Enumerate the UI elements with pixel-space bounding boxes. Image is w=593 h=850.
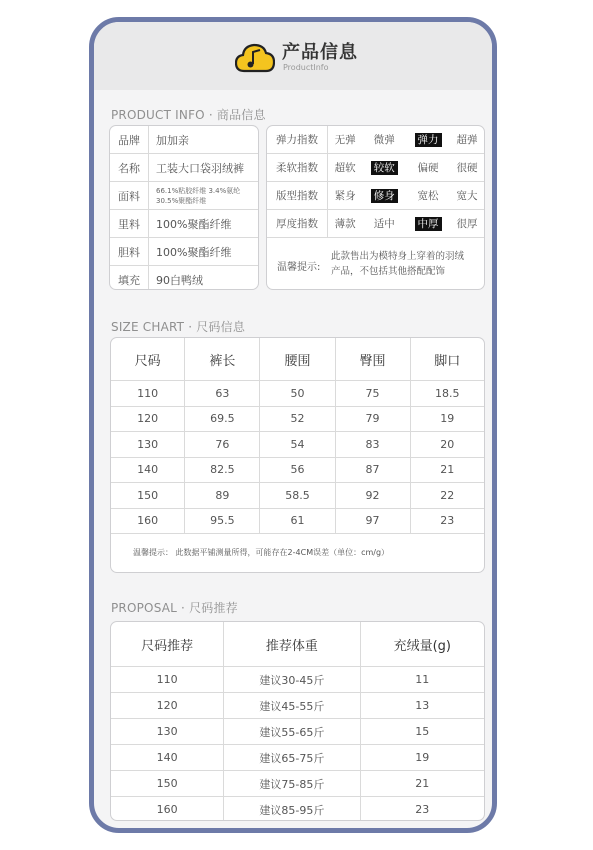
table-cell: 83 [335, 432, 410, 458]
info-key: 里料 [110, 210, 149, 238]
column-header: 臀围 [335, 338, 410, 381]
table-cell: 建议55-65斤 [224, 719, 360, 745]
column-header: 尺码 [111, 338, 185, 381]
table-cell: 110 [111, 381, 185, 407]
table-cell: 15 [360, 719, 484, 745]
info-row [110, 126, 258, 154]
index-option [450, 154, 484, 182]
table-cell: 92 [335, 483, 410, 509]
index-option [328, 210, 363, 238]
table-cell: 95.5 [185, 508, 260, 534]
info-row [110, 210, 258, 238]
index-option [450, 182, 484, 210]
table-cell: 建议65-75斤 [224, 745, 360, 771]
info-value: 66.1%粘胶纤维 3.4%氨纶 30.5%聚酯纤维 [149, 182, 259, 210]
table-cell: 建议45-55斤 [224, 693, 360, 719]
index-option-label: 很硬 [456, 162, 478, 174]
index-option [406, 210, 450, 238]
table-cell: 160 [111, 797, 224, 822]
index-option-label: 薄款 [334, 218, 356, 230]
table-cell: 150 [111, 483, 185, 509]
tip-label: 温馨提示: [277, 262, 321, 273]
column-header: 裤长 [185, 338, 260, 381]
info-value: 90白鸭绒 [156, 273, 203, 287]
table-row [111, 406, 484, 432]
table-cell: 23 [415, 803, 430, 816]
table-cell: 23 [410, 508, 484, 534]
info-key: 名称 [110, 154, 149, 182]
table-cell: 82.5 [185, 457, 260, 483]
table-cell: 97 [335, 508, 410, 534]
info-row [110, 238, 258, 266]
table-cell: 18.5 [410, 381, 484, 407]
table-cell: 120 [111, 693, 224, 719]
index-option [328, 182, 363, 210]
table-cell: 建议30-45斤 [224, 667, 360, 693]
column-header: 腰围 [260, 338, 335, 381]
table-cell: 110 [111, 667, 224, 693]
info-value: 工装大口袋羽绒裤 [149, 154, 259, 182]
index-key: 版型指数 [267, 182, 328, 210]
info-row [110, 154, 258, 182]
table-cell: 22 [410, 483, 484, 509]
table-cell: 160 [111, 508, 185, 534]
index-table [266, 125, 485, 290]
index-option-label: 超软 [334, 162, 356, 174]
index-option-label: 宽大 [456, 190, 478, 202]
table-cell: 150 [111, 771, 224, 797]
table-cell: 56 [260, 457, 335, 483]
table-row [111, 771, 484, 797]
tip-text: 此款售出为模特身上穿着的羽绒产品，不包括其他搭配配饰 [331, 251, 465, 277]
section-title-size-chart: SIZE CHART · 尺码信息 [111, 320, 246, 334]
size-chart-table [110, 337, 485, 573]
table-cell: 63 [185, 381, 260, 407]
index-option [328, 154, 363, 182]
table-row [111, 745, 484, 771]
index-option-selected: 较软 [371, 161, 398, 175]
section-title-proposal: PROPOSAL · 尺码推荐 [111, 601, 238, 615]
info-key: 面料 [110, 182, 149, 210]
table-cell: 54 [260, 432, 335, 458]
index-key: 厚度指数 [267, 210, 328, 238]
page-title: 产品信息 [282, 42, 358, 63]
info-key: 品牌 [110, 126, 149, 154]
table-cell: 19 [410, 406, 484, 432]
proposal-table [110, 621, 485, 821]
product-card [89, 17, 497, 833]
index-option-label: 很厚 [456, 218, 478, 230]
index-option [362, 210, 406, 238]
index-row [267, 126, 484, 154]
table-cell: 20 [410, 432, 484, 458]
card-header [94, 22, 492, 90]
index-option-label: 适中 [373, 218, 395, 230]
table-cell: 50 [260, 381, 335, 407]
table-row [111, 483, 484, 509]
index-option-label: 无弹 [334, 134, 356, 146]
info-key: 填充 [110, 266, 149, 291]
table-row [111, 381, 484, 407]
index-row [267, 182, 484, 210]
index-option [450, 126, 484, 154]
table-cell: 21 [410, 457, 484, 483]
info-value: 加加亲 [149, 126, 259, 154]
table-cell: 11 [360, 667, 484, 693]
info-value: 100%聚酯纤维 [149, 238, 259, 266]
index-option-label: 微弹 [373, 134, 395, 146]
table-cell: 87 [335, 457, 410, 483]
index-option [406, 182, 450, 210]
table-cell: 130 [111, 432, 185, 458]
table-cell: 69.5 [185, 406, 260, 432]
info-row [110, 182, 258, 210]
index-option-selected: 弹力 [415, 133, 442, 147]
table-cell: 61 [260, 508, 335, 534]
index-key: 弹力指数 [267, 126, 328, 154]
table-cell: 13 [360, 693, 484, 719]
index-row [267, 154, 484, 182]
index-row [267, 210, 484, 238]
index-option [328, 126, 363, 154]
index-option [362, 126, 406, 154]
table-cell: 79 [335, 406, 410, 432]
column-header: 尺码推荐 [111, 622, 224, 667]
table-cell: 21 [360, 771, 484, 797]
index-option-label: 紧身 [334, 190, 356, 202]
index-option-label: 宽松 [417, 190, 439, 202]
cloud-music-note-icon [235, 41, 275, 75]
table-cell: 120 [111, 406, 185, 432]
column-header: 推荐体重 [224, 622, 360, 667]
table-cell: 76 [185, 432, 260, 458]
table-row [111, 432, 484, 458]
table-cell: 建议85-95斤 [224, 797, 360, 822]
table-row [111, 719, 484, 745]
index-option-label: 偏硬 [417, 162, 439, 174]
index-option [406, 154, 450, 182]
index-option [450, 210, 484, 238]
table-cell: 58.5 [260, 483, 335, 509]
table-row [111, 508, 484, 534]
table-row [111, 693, 484, 719]
column-header: 脚口 [410, 338, 484, 381]
index-option [406, 126, 450, 154]
index-option-selected: 中厚 [415, 217, 442, 231]
table-cell: 75 [335, 381, 410, 407]
table-cell: 52 [260, 406, 335, 432]
table-cell: 89 [185, 483, 260, 509]
table-row [111, 457, 484, 483]
column-header: 充绒量(g) [360, 622, 484, 667]
size-chart-note: 温馨提示： 此数据平铺测量所得，可能存在2-4CM误差（单位：cm/g） [133, 547, 390, 557]
index-option [362, 154, 406, 182]
index-option [362, 182, 406, 210]
info-value: 100%聚酯纤维 [149, 210, 259, 238]
table-row [111, 797, 484, 822]
page-subtitle: ProductInfo [283, 63, 329, 72]
index-key: 柔软指数 [267, 154, 328, 182]
table-cell: 130 [111, 719, 224, 745]
table-row [111, 667, 484, 693]
info-key: 胆料 [110, 238, 149, 266]
table-cell: 建议75-85斤 [224, 771, 360, 797]
index-option-label: 超弹 [456, 134, 478, 146]
table-cell: 19 [360, 745, 484, 771]
table-cell: 140 [111, 745, 224, 771]
index-option-selected: 修身 [371, 189, 398, 203]
table-cell: 140 [111, 457, 185, 483]
section-title-product-info: PRODUCT INFO · 商品信息 [111, 108, 266, 122]
info-row [110, 266, 258, 291]
info-table [109, 125, 259, 290]
